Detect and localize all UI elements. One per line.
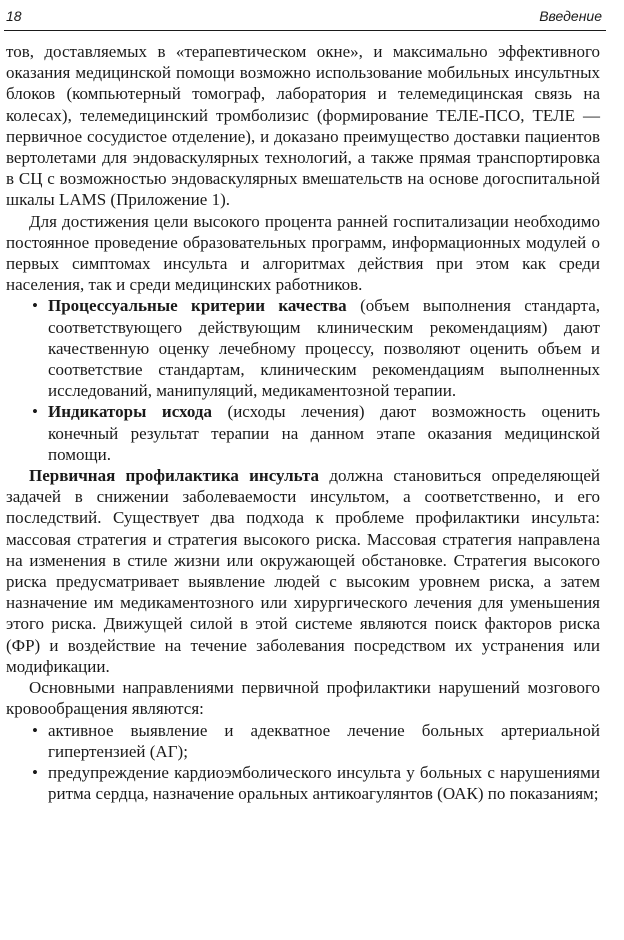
paragraph-primary-prevention: [6, 465, 600, 677]
bullet-marker: •: [32, 720, 38, 740]
bullet-text: активное выявление и адекватное лечение больных артериальной гипертензией (АГ);: [48, 720, 600, 761]
bullet-text: (объем выполнения стандарта, соответствующего действующим клиническим рекомендациям) дают качественную оценку лечебному процессу, позволяют оценить объем и соответствие стандартам, клиническим рекомендациям выполненных исследований, манипуляций, медикаментозной терапии.: [48, 296, 600, 401]
bullet-marker: •: [32, 762, 38, 782]
bullet-item-outcome-indicators: [6, 401, 600, 465]
paragraph-2: Для достижения цели высокого процента ранней госпитализации необходимо постоянное проведение образовательных программ, информационных модулей о первых симптомах инсульта и алгоритмах действия при этом как среди населения, так и среди медицинских работников.: [6, 211, 600, 295]
bullet-marker: •: [32, 296, 38, 316]
paragraph-1: тов, доставляемых в «терапевтическом окне», и максимально эффективного оказания медицинской помощи возможно использование мобильных инсультных блоков (компьютерный томограф, лаборатория и телемедицинская связь на колесах), телемедицинский тромболизис (формирование ТЕЛЕ-ПСО, ТЕЛЕ — первичное сосудистое отделение), и доказано преимущество доставки пациентов вертолетами для эндоваскулярных технологий, а также прямая транспортировка в СЦ с возможностью эндоваскулярных вмешательств на основе догоспитальной шкалы LAMS (Приложение 1).: [6, 42, 600, 210]
bold-term: Процессуальные критерии качества: [48, 296, 347, 316]
paragraph-text: должна становиться определяющей задачей в снижении заболеваемости инсультом, а соответственно, и его последствий. Существует два подхода к проблеме профилактики инсульта: массовая стратегия и стратегия высокого риска. Массовая стратегия направлена на изменения в стиле жизни или окружающей обстановке. Стратегия высокого риска предусматривает выявление людей с высоким уровнем риска, а затем назначение им медикаментозного или хирургического лечения для уменьшения этого риска. Движущей силой в этой системе являются поиск факторов риска (ФР) и воздействие на течение заболевания посредством их устранения или модификации.: [6, 466, 600, 676]
body-text: [6, 41, 600, 804]
paragraph-4: Основными направлениями первичной профилактики нарушений мозгового кровообращения являются:: [6, 678, 600, 719]
bullet-item-hypertension: [6, 720, 600, 762]
section-title: Введение: [539, 8, 602, 24]
bold-term: Первичная профилактика инсульта: [29, 466, 320, 486]
bullet-text: предупреждение кардиоэмболического инсульта у больных с нарушениями ритма сердца, назначение оральных антикоагулянтов (ОАК) по показаниям;: [48, 762, 600, 804]
bold-term: Индикаторы исхода: [48, 402, 212, 422]
header-rule: [4, 30, 606, 31]
bullet-marker: •: [32, 402, 38, 422]
running-head: [0, 0, 624, 40]
bullet-item-process-criteria: [6, 295, 600, 401]
page-number: 18: [6, 8, 22, 24]
bullet-text: (исходы лечения) дают возможность оценить конечный результат терапии на данном этапе оказания медицинской помощи.: [48, 402, 600, 464]
bullet-item-cardioembolic: [6, 762, 600, 804]
